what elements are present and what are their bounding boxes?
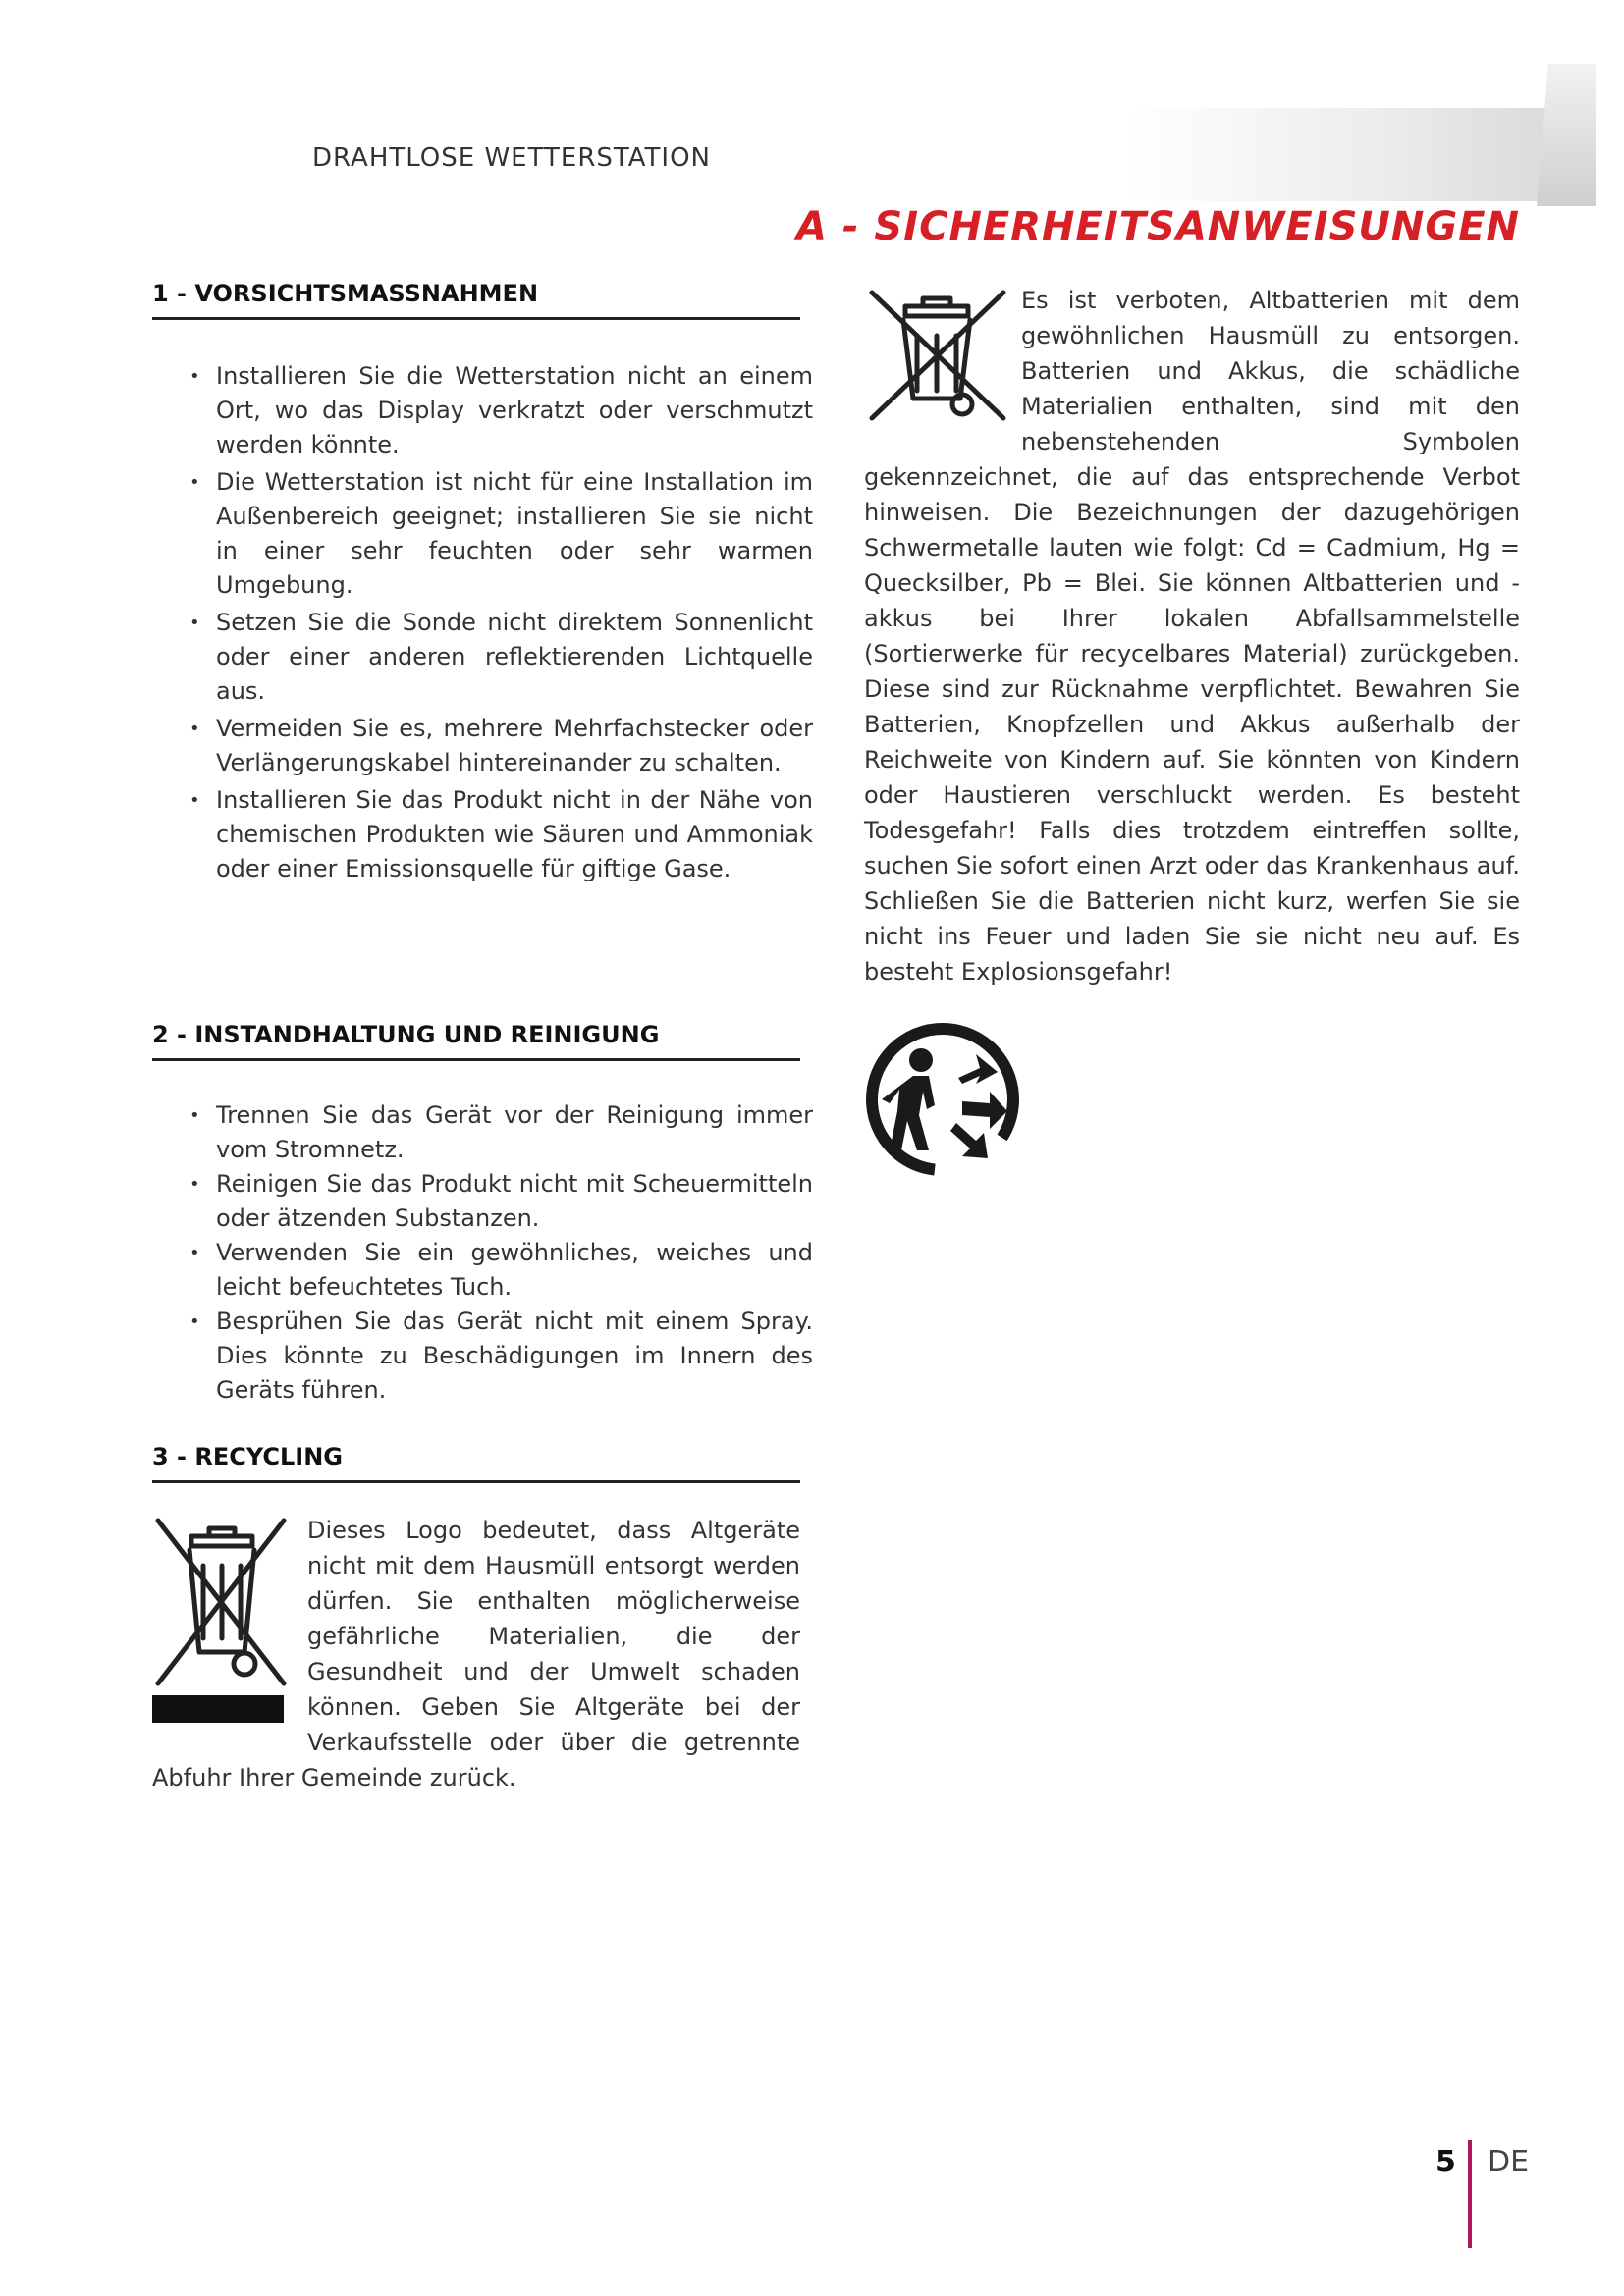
section-recycling [152,1443,800,1795]
crossed-bin-with-bar-icon [152,1515,290,1726]
document-title: DRAHTLOSE WETTERSTATION [312,143,712,173]
crossed-bin-icon [864,287,1011,424]
right-column [864,283,1520,989]
list-item: • Setzen Sie die Sonde nicht direktem Sonnenlicht oder einer anderen reflektierenden Lichtquelle aus. [152,606,823,709]
left-column [152,280,823,1791]
section-precautions [152,280,823,886]
section-maintenance [152,1021,823,1408]
section-heading: 3 - RECYCLING [152,1443,800,1483]
list-item: • Vermeiden Sie es, mehrere Mehrfachstecker oder Verlängerungskabel hintereinander zu schalten. [152,712,823,780]
page-title: A - SICHERHEITSANWEISUNGEN [796,204,1520,249]
triman-recycling-icon [864,1021,1021,1178]
section-heading: 2 - INSTANDHALTUNG UND REINIGUNG [152,1021,800,1061]
precautions-list [152,359,823,886]
recycling-paragraph: Dieses Logo bedeutet, dass Altgeräte nicht mit dem Hausmüll entsorgt werden dürfen. Sie enthalten möglicherweise gefährliche Materialien, die der Gesundheit und der Umwelt schaden können. Geben Sie Altgeräte bei der Verkaufsstelle oder über die getrennte Abfuhr Ihrer Gemeinde zurück. [152,1517,800,1791]
list-item: • Reinigen Sie das Produkt nicht mit Scheuermitteln oder ätzenden Substanzen. [152,1167,823,1236]
language-code: DE [1488,2145,1530,2179]
list-item: • Installieren Sie das Produkt nicht in der Nähe von chemischen Produkten wie Säuren und Ammoniak oder einer Emissionsquelle für giftige Gase. [152,783,823,886]
list-item: • Trennen Sie das Gerät vor der Reinigung immer vom Stromnetz. [152,1098,823,1167]
list-item: • Verwenden Sie ein gewöhnliches, weiches und leicht befeuchtetes Tuch. [152,1236,823,1305]
list-item: • Installieren Sie die Wetterstation nicht an einem Ort, wo das Display verkratzt oder verschmutzt werden könnte. [152,359,823,462]
footer-divider [1468,2140,1472,2248]
list-item: • Die Wetterstation ist nicht für eine Installation im Außenbereich geeignet; installieren Sie sie nicht in einer sehr feuchten oder sehr warmen Umgebung. [152,465,823,603]
maintenance-list [152,1098,823,1408]
header-decoration-band [1129,108,1591,201]
section-heading: 1 - VORSICHTSMASSNAHMEN [152,280,800,320]
header-decoration-tip [1537,64,1596,206]
list-item: • Besprühen Sie das Gerät nicht mit einem Spray. Dies könnte zu Beschädigungen im Innern des Geräts führen. [152,1305,823,1408]
battery-paragraph: Es ist verboten, Altbatterien mit dem gewöhnlichen Hausmüll zu entsorgen. Batterien und Akkus, die schädliche Materialien enthalten, sind mit den nebenstehenden Symbolen gekennzeichnet, die auf das entsprechende Verbot hinweisen. Die Bezeichnungen der dazugehörigen Schwermetalle lauten wie folgt: Cd = Cadmium, Hg = Quecksilber, Pb = Blei. Sie können Altbatterien und -akkus bei Ihrer lokalen Abfallsammelstelle (Sortierwerke für recycelbares Material) zurückgeben. Diese sind zur Rücknahme verpflichtet. Bewahren Sie Batterien, Knopfzellen und Akkus außerhalb der Reichweite von Kindern auf. Sie könnten von Kindern oder Haustieren verschluckt werden. Es besteht Todesgefahr! Falls dies trotzdem eintreffen sollte, suchen Sie sofort einen Arzt oder das Krankenhaus auf. Schließen Sie die Batterien nicht kurz, werfen Sie sie nicht ins Feuer und laden Sie sie nicht neu auf. Es besteht Explosionsgefahr! [864,287,1520,986]
page-number: 5 [1435,2145,1456,2179]
recycling-block [152,1513,800,1795]
